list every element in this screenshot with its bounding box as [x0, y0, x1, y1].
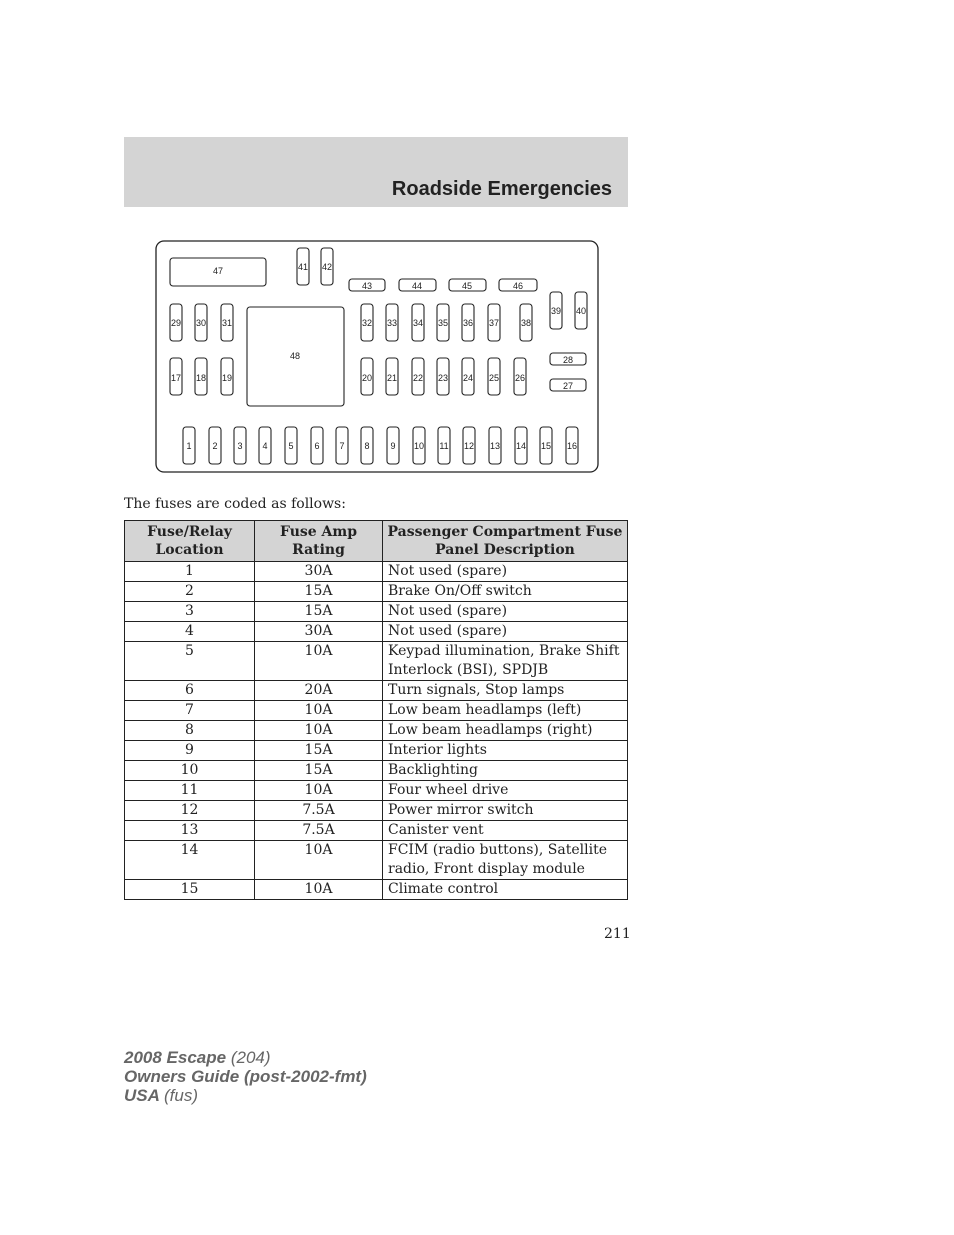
cell-description: Power mirror switch [383, 801, 628, 821]
header-band [124, 137, 628, 207]
table-row [125, 721, 628, 741]
fuse-label: 1 [186, 441, 192, 451]
fuse-label: 14 [515, 441, 527, 451]
cell-rating: 15A [255, 741, 383, 761]
header-rating: Fuse Amp Rating [255, 521, 383, 562]
cell-description: Not used (spare) [383, 602, 628, 622]
fuse-label: 9 [390, 441, 396, 451]
fuse-label: 32 [361, 318, 373, 328]
fuse-label: 2 [212, 441, 218, 451]
cell-rating: 30A [255, 562, 383, 582]
fuse-label: 12 [463, 441, 475, 451]
table-row [125, 582, 628, 602]
cell-rating: 15A [255, 602, 383, 622]
header-description: Passenger Compartment Fuse Panel Description [383, 521, 628, 562]
cell-description: Not used (spare) [383, 622, 628, 642]
table-row [125, 880, 628, 900]
table-row [125, 761, 628, 781]
fuse-label: 29 [170, 318, 182, 328]
fuse-label: 31 [221, 318, 233, 328]
cell-rating: 10A [255, 781, 383, 801]
cell-description: Keypad illumination, Brake Shift Interlock (BSI), SPDJB [383, 642, 628, 681]
fuse-label: 17 [170, 373, 182, 383]
cell-rating: 7.5A [255, 821, 383, 841]
table-row [125, 642, 628, 681]
fuse-label: 15 [540, 441, 552, 451]
table-row [125, 681, 628, 701]
fuse-label: 6 [314, 441, 320, 451]
section-title: Roadside Emergencies [391, 178, 612, 200]
cell-rating: 10A [255, 841, 383, 880]
fuse-table [124, 520, 628, 900]
cell-location: 5 [125, 642, 255, 681]
fuse-label: 20 [361, 373, 373, 383]
cell-description: Brake On/Off switch [383, 582, 628, 602]
footer-line-region [124, 1086, 367, 1105]
cell-location: 8 [125, 721, 255, 741]
cell-location: 7 [125, 701, 255, 721]
fuse-label: 26 [514, 373, 526, 383]
footer-model: 2008 Escape [124, 1048, 227, 1067]
table-row [125, 622, 628, 642]
fuse-label: 13 [489, 441, 501, 451]
table-row [125, 841, 628, 880]
fuse-label: 3 [237, 441, 243, 451]
cell-rating: 7.5A [255, 801, 383, 821]
fuse-label: 36 [462, 318, 474, 328]
cell-rating: 15A [255, 761, 383, 781]
fuse-label: 43 [361, 281, 373, 291]
cell-location: 14 [125, 841, 255, 880]
fuse-label: 40 [575, 306, 587, 316]
cell-rating: 10A [255, 701, 383, 721]
fuse-label: 7 [339, 441, 345, 451]
intro-text: The fuses are coded as follows: [124, 496, 346, 512]
fuse-label: 21 [386, 373, 398, 383]
cell-location: 11 [125, 781, 255, 801]
cell-rating: 10A [255, 721, 383, 741]
fuse-label: 46 [512, 281, 524, 291]
cell-rating: 30A [255, 622, 383, 642]
fuse-label: 37 [488, 318, 500, 328]
page-number: 211 [604, 926, 631, 942]
fuse-label: 23 [437, 373, 449, 383]
fuse-label: 34 [412, 318, 424, 328]
footer-region: USA [124, 1086, 160, 1105]
cell-location: 9 [125, 741, 255, 761]
cell-location: 13 [125, 821, 255, 841]
fuse-label: 11 [439, 441, 449, 451]
fuse-label: 24 [462, 373, 474, 383]
cell-description: Low beam headlamps (right) [383, 721, 628, 741]
table-row [125, 781, 628, 801]
fuse-label: 8 [364, 441, 370, 451]
cell-description: Not used (spare) [383, 562, 628, 582]
cell-location: 15 [125, 880, 255, 900]
fuse-label: 45 [461, 281, 473, 291]
fuse-label: 44 [411, 281, 423, 291]
fuse-label: 47 [212, 266, 224, 276]
fuse-label: 42 [321, 262, 333, 272]
document-footer [124, 1048, 367, 1105]
fuse-label: 33 [386, 318, 398, 328]
footer-line-model [124, 1048, 367, 1067]
fuse-label: 5 [288, 441, 294, 451]
table-row [125, 801, 628, 821]
cell-location: 4 [125, 622, 255, 642]
cell-description: Canister vent [383, 821, 628, 841]
table-row [125, 701, 628, 721]
fuse-label: 19 [221, 373, 233, 383]
footer-line-guide: Owners Guide (post-2002-fmt) [124, 1067, 367, 1086]
fuse-label: 4 [262, 441, 268, 451]
cell-location: 10 [125, 761, 255, 781]
cell-rating: 10A [255, 642, 383, 681]
fuse-label: 38 [520, 318, 532, 328]
table-row [125, 602, 628, 622]
fuse-label: 28 [562, 355, 574, 365]
fuse-label: 27 [562, 381, 574, 391]
cell-location: 3 [125, 602, 255, 622]
cell-location: 6 [125, 681, 255, 701]
fuse-label: 22 [412, 373, 424, 383]
cell-location: 12 [125, 801, 255, 821]
table-row [125, 821, 628, 841]
header-location: Fuse/Relay Location [125, 521, 255, 562]
table-row [125, 741, 628, 761]
fuse-label: 10 [413, 441, 425, 451]
cell-location: 2 [125, 582, 255, 602]
cell-description: Four wheel drive [383, 781, 628, 801]
footer-region-code: (fus) [164, 1086, 198, 1105]
cell-description: Interior lights [383, 741, 628, 761]
fuse-label: 18 [195, 373, 207, 383]
cell-location: 1 [125, 562, 255, 582]
table-row [125, 562, 628, 582]
fuse-label: 41 [297, 262, 309, 272]
fuse-label: 25 [488, 373, 500, 383]
fuse-label: 48 [289, 351, 301, 361]
fuse-label: 16 [566, 441, 578, 451]
fuse-label: 35 [437, 318, 449, 328]
cell-description: FCIM (radio buttons), Satellite radio, Front display module [383, 841, 628, 880]
footer-model-code: (204) [230, 1048, 271, 1067]
fuse-label: 39 [550, 306, 562, 316]
cell-description: Backlighting [383, 761, 628, 781]
cell-rating: 10A [255, 880, 383, 900]
cell-rating: 20A [255, 681, 383, 701]
cell-description: Low beam headlamps (left) [383, 701, 628, 721]
fuse-panel-diagram [155, 240, 599, 473]
table-header-row [125, 521, 628, 562]
fuse-label: 30 [195, 318, 207, 328]
cell-description: Turn signals, Stop lamps [383, 681, 628, 701]
cell-rating: 15A [255, 582, 383, 602]
cell-description: Climate control [383, 880, 628, 900]
